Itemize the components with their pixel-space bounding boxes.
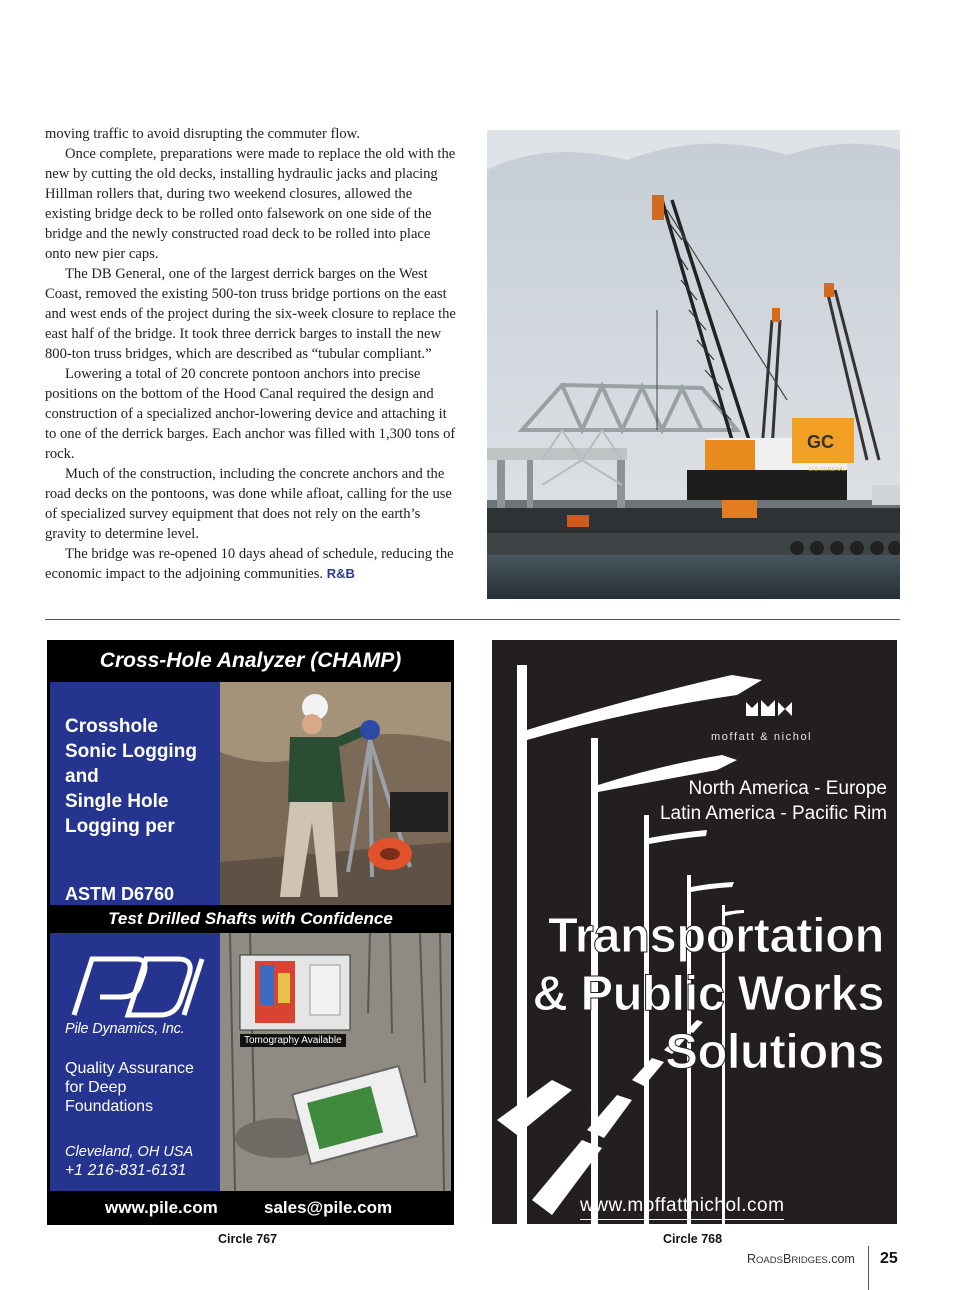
company-location: Cleveland, OH USA	[65, 1144, 194, 1160]
tomography-label: Tomography Available	[240, 1034, 346, 1047]
article-paragraph: Lowering a total of 20 concrete pontoon anchors into precise positions on the bottom of the Hood Canal required the design and construction of a specialized anchor-lowering device and attaching it to one of the derrick barges. Each anchor was filled with 1,300 tons of rock.	[45, 366, 456, 462]
moffatt-nichol-logo-icon	[746, 698, 792, 716]
equipment-photo	[220, 933, 451, 1191]
article-paragraph: The DB General, one of the largest derrick barges on the West Coast, removed the existing 500-ton truss bridge portions on the east and west ends of the project during the six-week closure to replace the east half of the bridge. It took three derrick barges to install the new 800-ton truss bridges, which are described as “tubular compliant.”	[45, 266, 456, 362]
derrick-barge-photo	[487, 130, 900, 599]
article-paragraph: Much of the construction, including the concrete anchors and the road decks on the pontoons, was done while afloat, calling for the use of specialized survey equipment that does not rely on the earth’s gravity to determine level.	[45, 466, 452, 542]
pdi-logo-icon	[66, 955, 212, 1019]
section-divider	[45, 619, 900, 620]
page-number: 25	[880, 1250, 898, 1267]
circle-label-768: Circle 768	[663, 1232, 723, 1246]
circle-label-767: Circle 767	[218, 1232, 278, 1246]
standard-label: ASTM D6760	[65, 884, 175, 904]
ad-website-link[interactable]: www.moffattnichol.com	[580, 1195, 784, 1220]
qa-text: Quality Assurance for Deep Foundations	[65, 1060, 194, 1115]
article-paragraph: Once complete, preparations were made to replace the old with the new by cutting the old decks, installing hydraulic jacks and placing Hillman rollers that, during two weekend closures, allowed the existing bridge deck to be rolled onto falsework on one side of the bridge and the newly constructed road deck to be rolled into place onto new pier caps.	[45, 146, 456, 262]
footer-divider	[868, 1246, 869, 1290]
company-name: Pile Dynamics, Inc.	[65, 1021, 185, 1037]
company-name: moffatt & nichol	[711, 731, 813, 743]
company-phone: +1 216-831-6131	[65, 1162, 187, 1179]
moffatt-nichol-ad	[492, 640, 897, 1224]
ad-tagline: Test Drilled Shafts with Confidence	[108, 909, 393, 928]
ad-email-link[interactable]: sales@pile.com	[264, 1198, 393, 1217]
feature-list: Crosshole Sonic Logging and Single Hole Logging per	[65, 716, 197, 837]
footer-site-name: ROADSBRIDGES.com	[747, 1252, 855, 1266]
ad-website-link[interactable]: www.pile.com	[105, 1198, 218, 1217]
ad-company-panel	[50, 933, 220, 1191]
article-text	[45, 124, 457, 584]
end-mark: R&B	[326, 566, 355, 581]
barge-name: D.B.GENERAL	[809, 467, 846, 473]
crane-logo: GC	[807, 432, 834, 452]
pile-dynamics-ad	[47, 640, 454, 1225]
technician-photo	[220, 682, 451, 905]
regions-text: North America - Europe Latin America - Pacific Rim	[659, 778, 887, 824]
article-paragraph: moving traffic to avoid disrupting the commuter flow.	[45, 126, 360, 142]
ad-feature-panel	[50, 682, 220, 905]
ad-title: Cross-Hole Analyzer (CHAMP)	[99, 649, 402, 672]
ad-contact-bar	[48, 1191, 453, 1224]
ad-headline: Transportation & Public Works Solutions	[532, 909, 884, 1079]
article-paragraph-last: The bridge was re-opened 10 days ahead of schedule, reducing the economic impact to the adjoining communities. R&B	[45, 546, 454, 582]
